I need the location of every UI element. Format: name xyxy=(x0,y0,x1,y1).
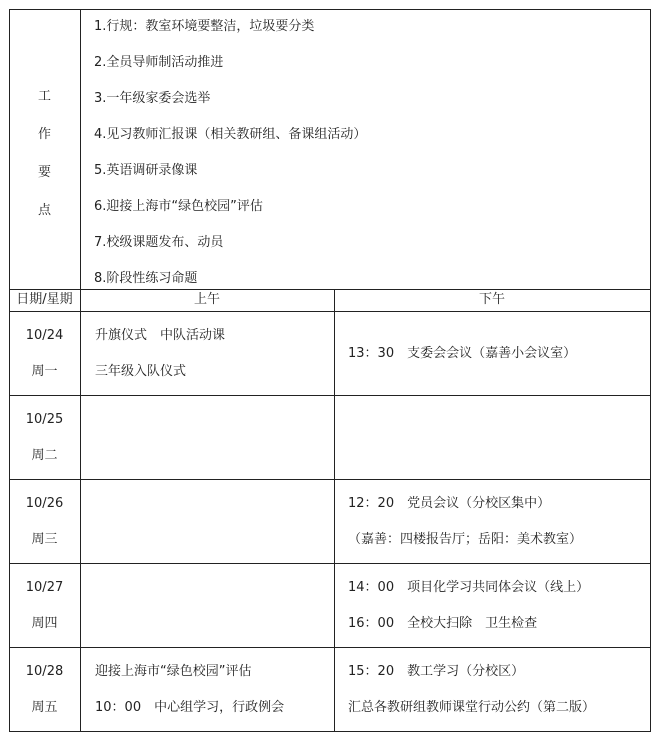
work-item: 5.英语调研录像课 xyxy=(94,163,198,178)
work-item: 7.校级课题发布、动员 xyxy=(94,235,224,250)
am-entry: 三年级入队仪式 xyxy=(95,364,187,379)
work-item: 3.一年级家委会选举 xyxy=(94,91,211,106)
row-date: 10/28 xyxy=(25,664,64,679)
header-date-weekday: 日期/星期 xyxy=(16,292,73,307)
am-entry: 迎接上海市“绿色校园”评估 xyxy=(95,664,252,679)
row-date: 10/26 xyxy=(25,496,64,511)
pm-entry: 15：20 教工学习（分校区） xyxy=(348,664,525,679)
pm-entry: 12：20 党员会议（分校区集中） xyxy=(348,496,551,511)
border-am-pm xyxy=(334,289,335,732)
border-top xyxy=(9,9,651,10)
work-label-char: 工 xyxy=(37,89,51,104)
pm-entry: （嘉善：四楼报告厅；岳阳：美术教室） xyxy=(348,532,583,547)
work-item: 2.全员导师制活动推进 xyxy=(94,55,224,70)
row-weekday: 周三 xyxy=(31,532,58,547)
border-right xyxy=(650,9,651,732)
am-entry: 10：00 中心组学习，行政例会 xyxy=(95,700,285,715)
header-morning: 上午 xyxy=(193,292,220,307)
row-date: 10/24 xyxy=(25,328,64,343)
work-label-char: 点 xyxy=(37,203,51,218)
border-row2-bottom xyxy=(9,479,651,480)
border-work-bottom xyxy=(9,289,651,290)
border-date-col xyxy=(80,9,81,732)
pm-entry: 13：30 支委会会议（嘉善小会议室） xyxy=(348,346,577,361)
pm-entry: 汇总各教研组教师课堂行动公约（第二版） xyxy=(348,700,596,715)
row-weekday: 周五 xyxy=(31,700,58,715)
am-entry: 升旗仪式 中队活动课 xyxy=(95,328,226,343)
row-date: 10/25 xyxy=(25,412,64,427)
work-label-char: 要 xyxy=(37,165,51,180)
row-weekday: 周二 xyxy=(31,448,58,463)
work-item: 6.迎接上海市“绿色校园”评估 xyxy=(94,199,263,214)
work-item: 1.行规：教室环境要整洁，垃圾要分类 xyxy=(94,19,315,34)
header-afternoon: 下午 xyxy=(478,292,505,307)
border-header-bottom xyxy=(9,311,651,312)
border-row4-bottom xyxy=(9,647,651,648)
work-item: 8.阶段性练习命题 xyxy=(94,271,198,286)
pm-entry: 14：00 项目化学习共同体会议（线上） xyxy=(348,580,590,595)
work-item: 4.见习教师汇报课（相关教研组、备课组活动） xyxy=(94,127,367,142)
border-row3-bottom xyxy=(9,563,651,564)
border-bottom xyxy=(9,731,651,732)
work-label-char: 作 xyxy=(37,127,51,142)
row-weekday: 周一 xyxy=(31,364,58,379)
pm-entry: 16：00 全校大扫除 卫生检查 xyxy=(348,616,538,631)
row-date: 10/27 xyxy=(25,580,64,595)
row-weekday: 周四 xyxy=(31,616,58,631)
border-row1-bottom xyxy=(9,395,651,396)
